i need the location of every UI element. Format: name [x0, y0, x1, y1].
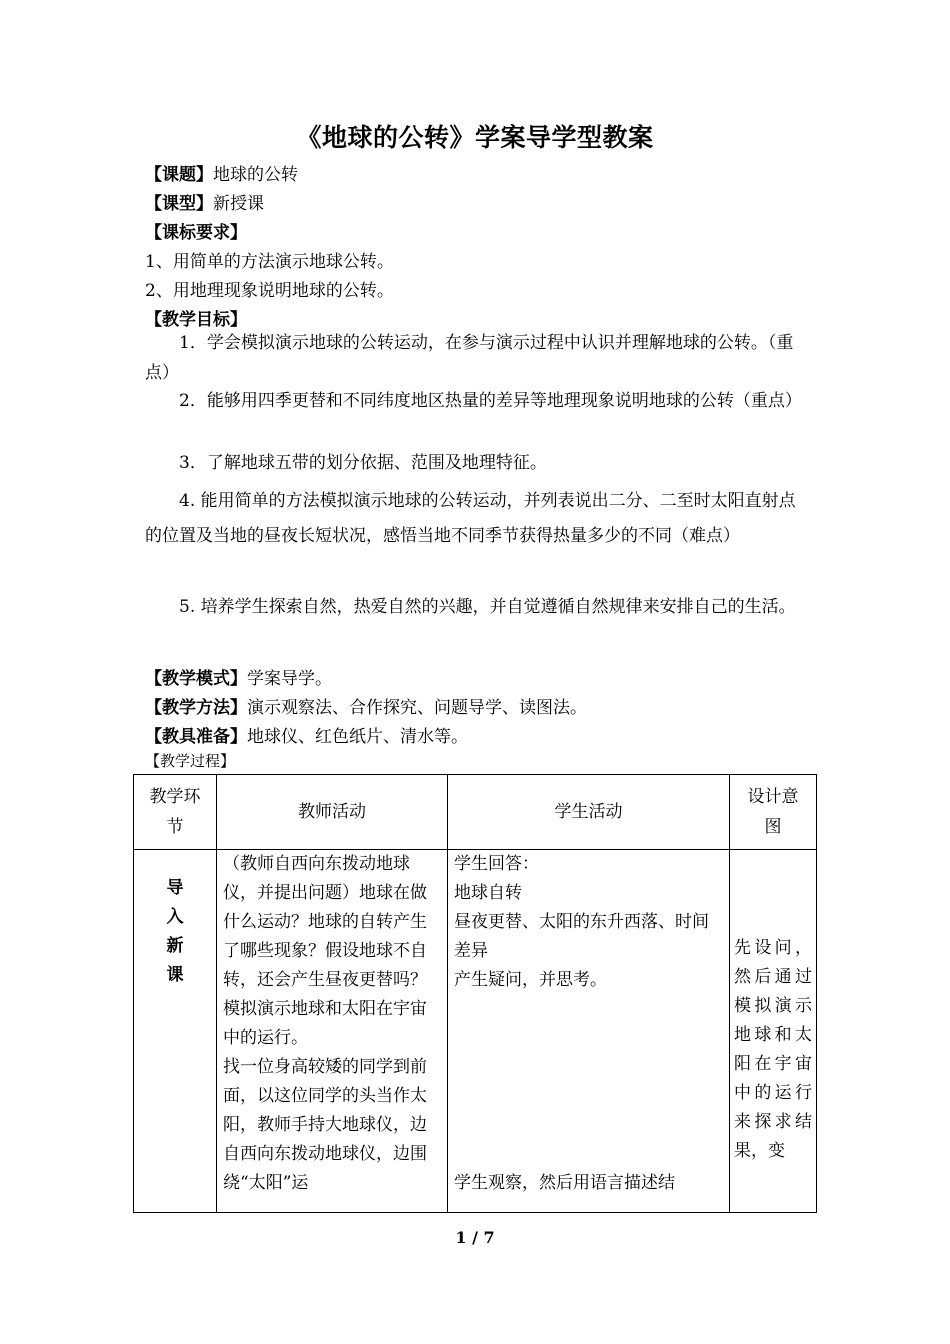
topic-line [145, 160, 298, 185]
header-student: 学生活动 [448, 775, 730, 850]
header-intent: 设计意图 [730, 775, 817, 850]
standards-item: 2、用地理现象说明地球的公转。 [145, 281, 394, 301]
type-label: 【课型】 [145, 194, 213, 214]
type-line [145, 189, 264, 214]
stage-cell: 导入新课 [134, 850, 217, 1213]
teacher-cell [217, 850, 448, 1213]
process-label: 【教学过程】 [145, 752, 236, 770]
teacher-para: 找一位身高较矮的同学到前面，以这位同学的头当作太阳，教师手持大地球仪，边自西向东拨动地球仪，边围绕“太阳”运 [223, 1057, 427, 1193]
goal-item: 1．学会模拟演示地球的公转运动，在参与演示过程中认识并理解地球的公转。（重点） [145, 333, 794, 383]
type-value: 新授课 [213, 194, 264, 214]
mode-label: 【教学模式】 [145, 669, 247, 689]
method-value: 演示观察法、合作探究、问题导学、读图法。 [247, 698, 587, 718]
mode-value: 学案导学。 [247, 669, 332, 689]
student-para: 产生疑问，并思考。 [454, 970, 607, 990]
tools-value: 地球仪、红色纸片、清水等。 [247, 727, 468, 747]
standards-item: 1、用简单的方法演示地球公转。 [145, 252, 394, 272]
tools-line [145, 722, 468, 747]
method-line [145, 693, 587, 718]
table-row [134, 850, 817, 1213]
student-para: 学生观察，然后用语言描述结 [454, 1173, 675, 1193]
mode-line [145, 664, 332, 689]
goal-item: 5. 培养学生探索自然，热爱自然的兴趣，并自觉遵循自然规律来安排自己的生活。 [179, 597, 796, 617]
page-number: 1 / 7 [455, 1228, 495, 1247]
goal-item: 3．了解地球五带的划分依据、范围及地理特征。 [179, 453, 547, 473]
teacher-para: 模拟演示地球和太阳在宇宙中的运行。 [223, 999, 427, 1048]
table-header-row [134, 775, 817, 850]
student-para: 学生回答： [454, 854, 539, 874]
student-cell [448, 850, 730, 1213]
page-title: 《地球的公转》学案导学型教案 [296, 123, 654, 152]
intent-cell: 先设问，然后通过模拟演示地球和太阳在宇宙中的运行来探求结果，变 [730, 850, 817, 1213]
tools-label: 【教具准备】 [145, 727, 247, 747]
standards-heading: 【课标要求】 [145, 223, 247, 243]
teaching-process-table [133, 774, 817, 1213]
header-teacher: 教师活动 [217, 775, 448, 850]
header-stage: 教学环节 [134, 775, 217, 850]
method-label: 【教学方法】 [145, 698, 247, 718]
goal-item: 4. 能用简单的方法模拟演示地球的公转运动，并列表说出二分、二至时太阳直射点的位置及当地的昼夜长短状况，感悟当地不同季节获得热量多少的不同（难点） [145, 491, 796, 546]
teacher-para: （教师自西向东拨动地球仪，并提出问题）地球在做什么运动？地球的自转产生了哪些现象？假设地球不自转，还会产生昼夜更替吗？ [223, 854, 427, 990]
student-para: 地球自转 [454, 883, 522, 903]
topic-value: 地球的公转 [213, 165, 298, 185]
student-para: 昼夜更替、太阳的东升西落、时间差异 [454, 912, 709, 961]
topic-label: 【课题】 [145, 165, 213, 185]
goals-heading: 【教学目标】 [145, 310, 247, 330]
goal-item: 2．能够用四季更替和不同纬度地区热量的差异等地理现象说明地球的公转（重点） [179, 391, 802, 411]
